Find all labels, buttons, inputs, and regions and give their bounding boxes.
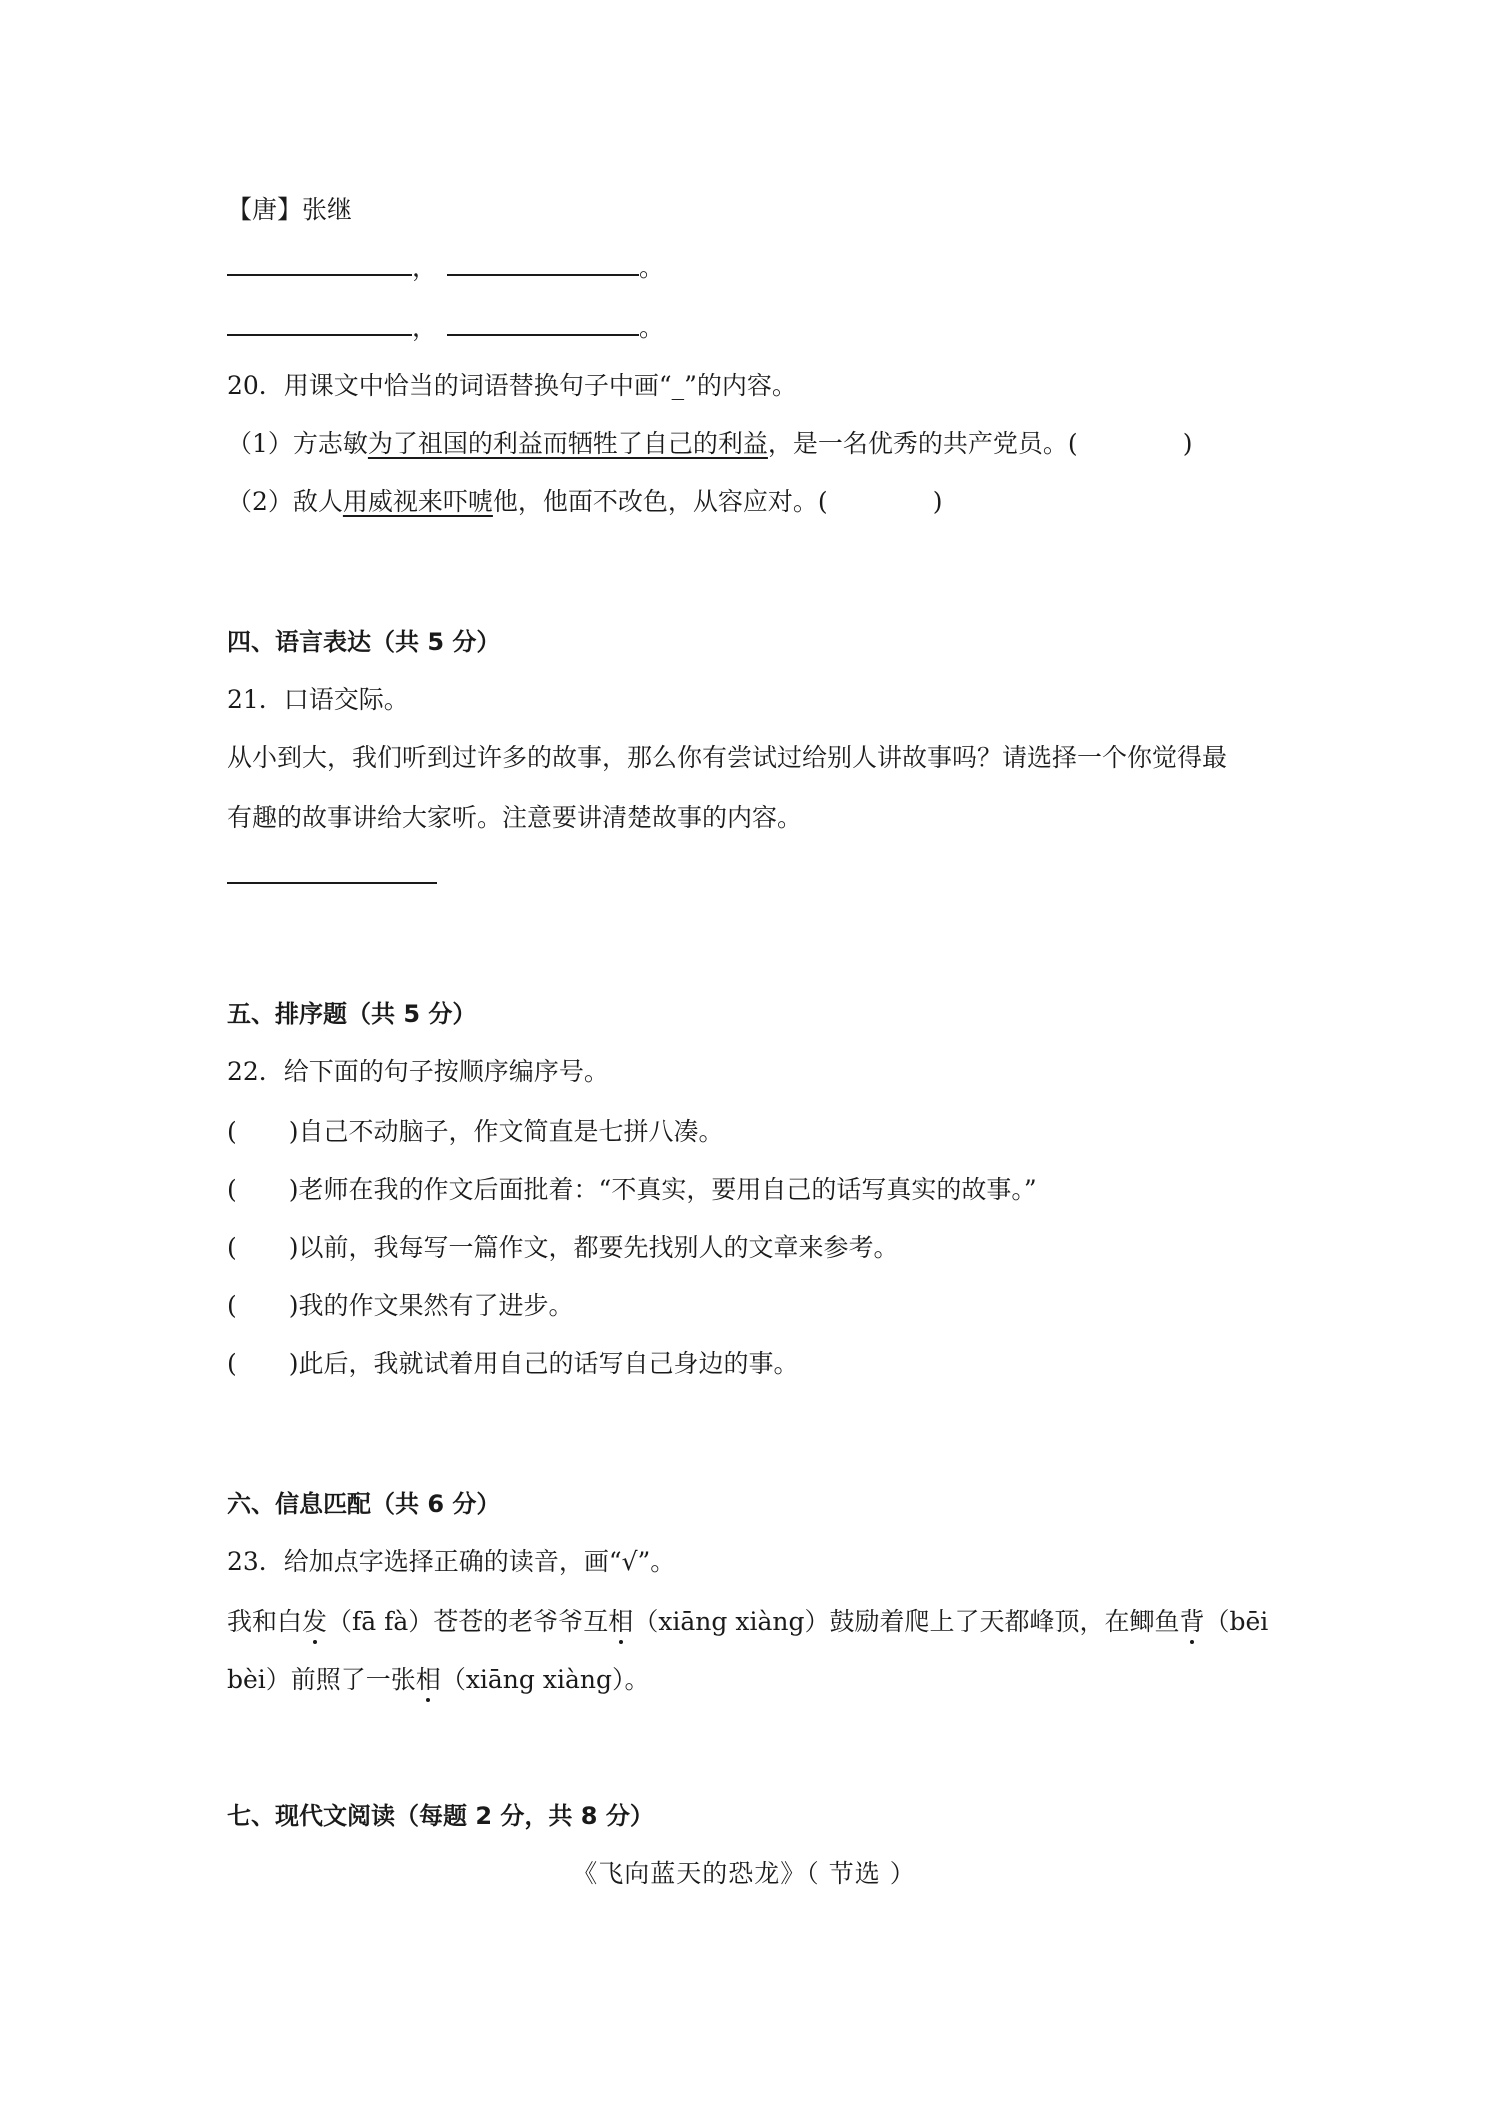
q22-close-paren: )	[288, 1349, 299, 1378]
q23-text: 我和白	[227, 1607, 303, 1636]
q23-prompt: 23．给加点字选择正确的读音，画“√”。	[227, 1547, 676, 1576]
poem-blank[interactable]	[447, 252, 639, 276]
poem-author	[227, 192, 352, 228]
section-7-heading: 七、现代文阅读（每题 2 分，共 8 分）	[227, 1802, 654, 1830]
poem-blank-line-2	[227, 310, 664, 346]
q23-text: （xiāng xiàng）鼓励着爬上了天都峰顶，在鲫鱼	[633, 1607, 1180, 1636]
q22-close-paren: )	[288, 1291, 299, 1320]
q23-text: （fā fà）苍苍的老爷爷互	[327, 1607, 609, 1636]
section-4-heading: 四、语言表达（共 5 分）	[227, 628, 501, 656]
q20-sentence-1	[227, 426, 1192, 462]
poem-comma: ，	[412, 253, 438, 282]
reading-passage-title: 《飞向蓝天的恐龙》（ 节选 ）	[572, 1859, 916, 1888]
q23-dotted-char: 发	[302, 1604, 327, 1640]
q20-s1-pre: （1）方志敏	[227, 429, 368, 458]
poem-author-text: 【唐】张继	[227, 195, 353, 224]
q20-prompt: 20．用课文中恰当的词语替换句子中画“_”的内容。	[227, 371, 797, 400]
q22-prompt: 22．给下面的句子按顺序编序号。	[227, 1057, 609, 1086]
q22-close-paren: )	[288, 1175, 299, 1204]
poem-comma: ，	[412, 313, 438, 342]
q22-open-paren: (	[227, 1117, 237, 1146]
q21-paragraph-line-1: 从小到大，我们听到过许多的故事，那么你有尝试过给别人讲故事吗？请选择一个你觉得最	[227, 743, 1228, 772]
q22-item	[227, 1230, 899, 1266]
poem-blank-line-1	[227, 250, 664, 286]
q22-item	[227, 1346, 799, 1382]
q22-close-paren: )	[288, 1117, 299, 1146]
section-5-heading: 五、排序题（共 5 分）	[227, 1000, 477, 1028]
q23-dotted-char: 相	[416, 1662, 441, 1698]
poem-period: 。	[639, 253, 665, 282]
q23-sentence-line-1	[227, 1604, 1268, 1640]
q20-s2-close: )	[932, 487, 943, 516]
q20-s1-underlined: 为了祖国的利益而牺牲了自己的利益	[367, 429, 768, 458]
q23-sentence-line-2	[227, 1662, 649, 1698]
q20-s2-pre: （2）敌人	[227, 487, 343, 516]
poem-period: 。	[639, 313, 665, 342]
poem-blank[interactable]	[227, 312, 412, 336]
q23-text: （xiāng xiàng）。	[440, 1665, 650, 1694]
q23-dotted-char: 背	[1179, 1604, 1204, 1640]
q22-open-paren: (	[227, 1175, 237, 1204]
q23-dotted-char: 相	[608, 1604, 633, 1640]
q22-item-text: 我的作文果然有了进步。	[298, 1291, 574, 1320]
q22-item	[227, 1288, 574, 1324]
q22-item	[227, 1114, 724, 1150]
q20-s1-post: ，是一名优秀的共产党员。(	[767, 429, 1078, 458]
poem-blank[interactable]	[227, 252, 412, 276]
poem-blank[interactable]	[447, 312, 639, 336]
q22-open-paren: (	[227, 1291, 237, 1320]
q21-prompt: 21．口语交际。	[227, 685, 409, 714]
q22-item-text: 自己不动脑子，作文简直是七拼八凑。	[298, 1117, 724, 1146]
q20-s2-post: 他，他面不改色，从容应对。(	[492, 487, 828, 516]
q22-item-text: 此后，我就试着用自己的话写自己身边的事。	[298, 1349, 799, 1378]
q22-item-text: 以前，我每写一篇作文，都要先找别人的文章来参考。	[298, 1233, 899, 1262]
q21-answer-line	[227, 858, 437, 894]
q21-paragraph-line-2: 有趣的故事讲给大家听。注意要讲清楚故事的内容。	[227, 803, 803, 832]
q23-text: bèi）前照了一张	[227, 1665, 416, 1694]
q20-sentence-2	[227, 484, 942, 520]
q22-open-paren: (	[227, 1233, 237, 1262]
q20-s1-close: )	[1182, 429, 1193, 458]
q21-answer-blank[interactable]	[227, 860, 437, 884]
q22-open-paren: (	[227, 1349, 237, 1378]
q22-item-text: 老师在我的作文后面批着：“不真实，要用自己的话写真实的故事。”	[298, 1175, 1037, 1204]
q22-item	[227, 1172, 1037, 1208]
q22-close-paren: )	[288, 1233, 299, 1262]
q23-text: （bēi	[1204, 1607, 1269, 1636]
q20-s2-underlined: 用威视来吓唬	[342, 487, 493, 516]
section-6-heading: 六、信息匹配（共 6 分）	[227, 1490, 501, 1518]
